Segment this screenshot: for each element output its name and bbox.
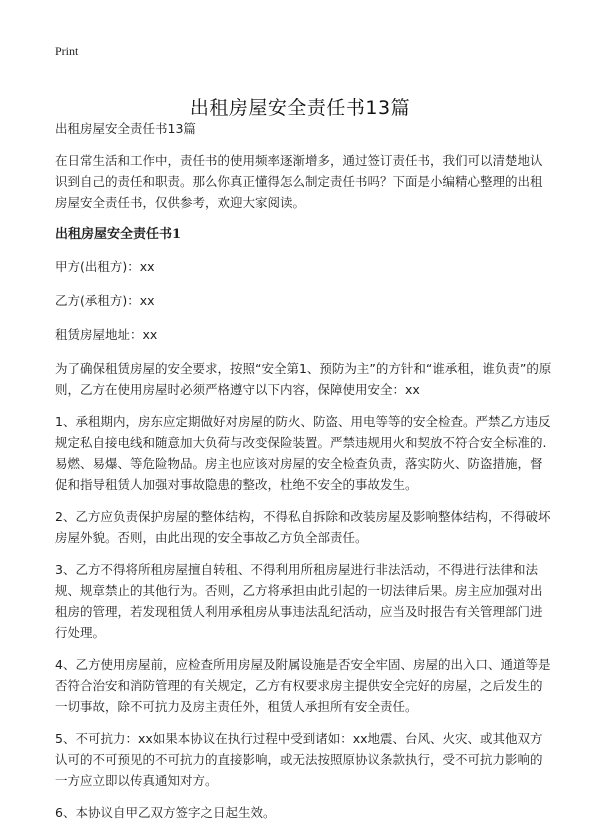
clause-1: 1、承租期内，房东应定期做好对房屋的防火、防盗、用电等等的安全检查。严禁乙方违反规定私自接电线和随意加大负荷与改变保险装置。严禁违规用火和契放不符合安全标准的.易燃、易爆、等危险物品。房主也应该对房屋的安全检查负责，落实防火、防盗措施，督促和指导租赁人加强对事故隐患的整改，杜绝不安全的事故发生。 bbox=[55, 414, 551, 492]
section-heading: 出租房屋安全责任书1 bbox=[55, 227, 182, 242]
address-field: 租赁房屋地址：xx bbox=[55, 327, 158, 342]
clause-5: 5、不可抗力：xx如果本协议在执行过程中受到诸如：xx地震、台风、火灾、或其他双方认可的不可预见的不可抗力的直接影响，或无法按照原协议条款执行，受不可抗力影响的一方应立即以传真通知对方。 bbox=[55, 731, 543, 788]
clause-6: 6、本协议自甲乙双方签字之日起生效。 bbox=[55, 805, 276, 820]
document-body bbox=[55, 118, 553, 834]
preamble-paragraph: 为了确保租赁房屋的安全要求，按照“安全第1、预防为主”的方针和“谁承租，谁负责”的原则，乙方在使用房屋时必须严格遵守以下内容，保障使用安全：xx bbox=[55, 361, 552, 397]
print-label: Print bbox=[55, 44, 79, 58]
clause-4: 4、乙方使用房屋前，应检查所用房屋及附属设施是否安全牢固、房屋的出入口、通道等是否符合治安和消防管理的有关规定，乙方有权要求房主提供安全完好的房屋，之后发生的一切事故，除不可抗力及房主责任外，租赁人承担所有安全责任。 bbox=[55, 657, 551, 714]
document-title: 出租房屋安全责任书13篇 bbox=[189, 96, 411, 119]
party-b-field: 乙方(承租方)：xx bbox=[55, 293, 155, 308]
intro-paragraph: 在日常生活和工作中，责任书的使用频率逐渐增多，通过签订责任书，我们可以清楚地认识到自己的责任和职责。那么你真正懂得怎么制定责任书吗？下面是小编精心整理的出租房屋安全责任书，仅供参考，欢迎大家阅读。 bbox=[55, 153, 543, 210]
party-a-field: 甲方(出租方)：xx bbox=[55, 259, 155, 274]
document-subtitle: 出租房屋安全责任书13篇 bbox=[55, 121, 196, 136]
clause-3: 3、乙方不得将所租房屋擅自转租、不得利用所租房屋进行非法活动，不得进行法律和法规、规章禁止的其他行为。否则，乙方将承担由此引起的一切法律后果。房主应加强对出租房的管理，若发现租赁人利用承租房从事违法乱纪活动，应当及时报告有关管理部门进行处理。 bbox=[55, 562, 543, 640]
clause-2: 2、乙方应负责保护房屋的整体结构，不得私自拆除和改装房屋及影响整体结构，不得破坏房屋外貌。否则，由此出现的安全事故乙方负全部责任。 bbox=[55, 509, 551, 545]
